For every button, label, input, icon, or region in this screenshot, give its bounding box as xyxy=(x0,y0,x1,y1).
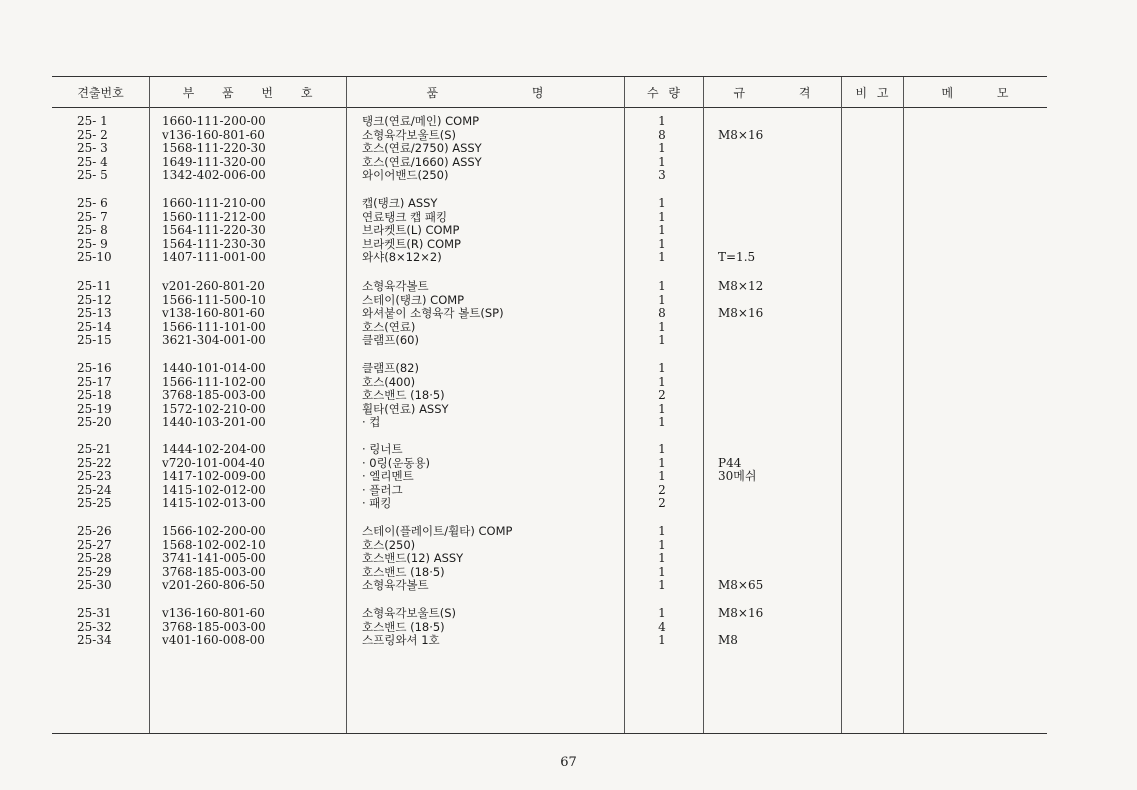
quantity: 1 xyxy=(658,606,666,620)
part-name: · 컵 xyxy=(362,415,381,429)
header-spec: 규 격 xyxy=(733,86,811,100)
table-row xyxy=(0,621,1137,635)
item-no: 25-21 xyxy=(77,442,112,456)
item-no: 25-34 xyxy=(77,633,112,647)
part-name: 호스밴드(12) ASSY xyxy=(362,551,464,565)
table-row xyxy=(0,470,1137,484)
quantity: 1 xyxy=(658,196,666,210)
parts-group xyxy=(0,607,1137,648)
header-memo: 메 모 xyxy=(941,86,1009,100)
spec: P44 xyxy=(718,455,742,470)
part-number: v201-260-801-20 xyxy=(162,279,265,293)
quantity: 2 xyxy=(658,482,666,497)
quantity: 1 xyxy=(658,333,666,347)
item-no: 25- 8 xyxy=(77,223,108,237)
quantity: 4 xyxy=(658,619,666,634)
part-name: 휠타(연료) ASSY xyxy=(362,401,449,416)
quantity: 1 xyxy=(658,415,666,429)
part-number: 1415-102-013-00 xyxy=(162,496,266,510)
item-no: 25-22 xyxy=(77,455,112,470)
part-number: 1566-102-200-00 xyxy=(162,524,266,538)
table-row xyxy=(0,416,1137,430)
part-number: 1572-102-210-00 xyxy=(162,401,266,416)
item-no: 25-32 xyxy=(77,619,112,634)
item-no: 25-29 xyxy=(77,564,112,579)
part-number: 1560-111-212-00 xyxy=(162,209,266,224)
table-row xyxy=(0,156,1137,170)
part-name: 캡(탱크) ASSY xyxy=(362,196,438,210)
item-no: 25-12 xyxy=(77,292,112,307)
spec: M8×65 xyxy=(718,578,764,592)
part-number: 1649-111-320-00 xyxy=(162,154,266,169)
table-row xyxy=(0,634,1137,648)
quantity: 2 xyxy=(658,388,666,402)
item-no: 25-30 xyxy=(77,578,112,592)
part-name: 소형육각볼트 xyxy=(362,279,429,293)
part-number: v201-260-806-50 xyxy=(162,578,265,592)
header-no: 견출번호 xyxy=(77,86,124,100)
part-name: · 엘리멘트 xyxy=(362,469,414,483)
table-row xyxy=(0,579,1137,593)
item-no: 25-11 xyxy=(77,279,112,293)
part-name: 연료탱크 캡 패킹 xyxy=(362,209,448,224)
part-number: 1566-111-102-00 xyxy=(162,374,266,389)
spec: M8×16 xyxy=(718,306,764,320)
header-qty: 수 량 xyxy=(647,86,680,100)
quantity: 1 xyxy=(658,250,666,264)
quantity: 1 xyxy=(658,564,666,579)
spec: M8×16 xyxy=(718,127,764,142)
part-name: · 0링(운동용) xyxy=(362,455,431,470)
part-name: 소형육각볼트 xyxy=(362,578,429,592)
part-name: 와셔붙이 소형육각 볼트(SP) xyxy=(362,306,504,320)
quantity: 1 xyxy=(658,154,666,169)
quantity: 1 xyxy=(658,455,666,470)
table-row xyxy=(0,211,1137,225)
item-no: 25-26 xyxy=(77,524,112,538)
quantity: 8 xyxy=(658,306,666,320)
part-name: 클램프(60) xyxy=(362,333,419,347)
part-number: v136-160-801-60 xyxy=(162,127,265,142)
table-row xyxy=(0,321,1137,335)
item-no: 25-27 xyxy=(77,537,112,552)
item-no: 25-24 xyxy=(77,482,112,497)
quantity: 1 xyxy=(658,442,666,456)
quantity: 1 xyxy=(658,141,666,155)
item-no: 25-23 xyxy=(77,469,112,483)
table-row xyxy=(0,525,1137,539)
part-name: 브라켓트(L) COMP xyxy=(362,223,460,237)
table-row xyxy=(0,169,1137,183)
table-row xyxy=(0,497,1137,511)
table-row xyxy=(0,552,1137,566)
quantity: 1 xyxy=(658,223,666,237)
table-row xyxy=(0,142,1137,156)
part-name: 스테이(탱크) COMP xyxy=(362,292,465,307)
quantity: 3 xyxy=(658,168,666,182)
quantity: 1 xyxy=(658,279,666,293)
item-no: 25- 5 xyxy=(77,168,108,182)
quantity: 1 xyxy=(658,401,666,416)
table-row xyxy=(0,307,1137,321)
header-remark: 비 고 xyxy=(855,86,889,100)
part-number: 3768-185-003-00 xyxy=(162,564,266,579)
part-name: · 플러그 xyxy=(362,482,403,497)
part-number: 1564-111-220-30 xyxy=(162,223,266,237)
item-no: 25- 1 xyxy=(77,114,108,128)
table-row xyxy=(0,389,1137,403)
item-no: 25-13 xyxy=(77,306,112,320)
part-number: 1440-103-201-00 xyxy=(162,415,266,429)
part-name: 탱크(연료/메인) COMP xyxy=(362,114,480,128)
part-number: 1568-102-002-10 xyxy=(162,537,266,552)
part-number: 1444-102-204-00 xyxy=(162,442,266,456)
item-no: 25- 4 xyxy=(77,154,108,169)
part-number: 1660-111-210-00 xyxy=(162,196,266,210)
part-name: · 링너트 xyxy=(362,442,403,456)
quantity: 1 xyxy=(658,578,666,592)
part-name: 호스(400) xyxy=(362,374,416,389)
quantity: 1 xyxy=(658,114,666,128)
table-row xyxy=(0,334,1137,348)
part-number: 1440-101-014-00 xyxy=(162,361,266,375)
part-name: 소형육각보울트(S) xyxy=(362,127,457,142)
quantity: 1 xyxy=(658,524,666,538)
part-name: 와이어밴드(250) xyxy=(362,168,449,182)
part-name: 스프링와셔 1호 xyxy=(362,633,440,647)
part-number: v138-160-801-60 xyxy=(162,306,265,320)
part-name: 클램프(82) xyxy=(362,361,419,375)
parts-group xyxy=(0,115,1137,183)
part-number: 3741-141-005-00 xyxy=(162,551,266,565)
table-row xyxy=(0,403,1137,417)
parts-group xyxy=(0,525,1137,593)
part-name: 호스(연료) xyxy=(362,319,416,334)
part-number: 1407-111-001-00 xyxy=(162,250,266,264)
part-name: 호스(250) xyxy=(362,537,416,552)
table-row xyxy=(0,362,1137,376)
part-name: 와샤(8×12×2) xyxy=(362,250,442,264)
item-no: 25- 2 xyxy=(77,127,108,142)
table-row xyxy=(0,115,1137,129)
table-bottom-rule xyxy=(52,733,1047,734)
part-name: 소형육각보울트(S) xyxy=(362,606,457,620)
quantity: 1 xyxy=(658,633,666,647)
table-top-rule xyxy=(52,76,1047,77)
parts-group xyxy=(0,443,1137,511)
part-number: 1566-111-500-10 xyxy=(162,292,266,307)
part-name: 호스(연료/1660) ASSY xyxy=(362,154,482,169)
item-no: 25-25 xyxy=(77,496,112,510)
table-row xyxy=(0,457,1137,471)
part-name: · 패킹 xyxy=(362,496,392,510)
item-no: 25-18 xyxy=(77,388,112,402)
part-number: 1566-111-101-00 xyxy=(162,319,266,334)
table-row xyxy=(0,251,1137,265)
item-no: 25- 3 xyxy=(77,141,108,155)
part-number: 1660-111-200-00 xyxy=(162,114,266,128)
table-row xyxy=(0,294,1137,308)
table-row xyxy=(0,238,1137,252)
part-number: v401-160-008-00 xyxy=(162,633,265,647)
parts-group xyxy=(0,280,1137,348)
spec: 30메쉬 xyxy=(718,469,757,483)
part-number: 3621-304-001-00 xyxy=(162,333,266,347)
table-row xyxy=(0,280,1137,294)
item-no: 25-17 xyxy=(77,374,112,389)
quantity: 1 xyxy=(658,361,666,375)
item-no: 25-31 xyxy=(77,606,112,620)
part-number: 3768-185-003-00 xyxy=(162,388,266,402)
table-row xyxy=(0,539,1137,553)
parts-group xyxy=(0,197,1137,265)
table-row xyxy=(0,224,1137,238)
part-name: 호스밴드 (18·5) xyxy=(362,564,445,579)
quantity: 8 xyxy=(658,127,666,142)
item-no: 25- 7 xyxy=(77,209,108,224)
table-row xyxy=(0,376,1137,390)
quantity: 2 xyxy=(658,496,666,510)
item-no: 25- 6 xyxy=(77,196,108,210)
spec: M8 xyxy=(718,633,738,647)
item-no: 25-28 xyxy=(77,551,112,565)
quantity: 1 xyxy=(658,209,666,224)
spec: T=1.5 xyxy=(718,250,756,264)
header-name: 품 명 xyxy=(426,86,544,100)
table-row xyxy=(0,443,1137,457)
spec: M8×16 xyxy=(718,606,764,620)
part-number: v136-160-801-60 xyxy=(162,606,265,620)
part-number: v720-101-004-40 xyxy=(162,455,265,470)
quantity: 1 xyxy=(658,292,666,307)
item-no: 25-15 xyxy=(77,333,112,347)
item-no: 25-20 xyxy=(77,415,112,429)
part-number: 1342-402-006-00 xyxy=(162,168,266,182)
part-name: 호스(연료/2750) ASSY xyxy=(362,141,482,155)
item-no: 25-14 xyxy=(77,319,112,334)
part-name: 호스밴드 (18·5) xyxy=(362,388,445,402)
part-name: 브라켓트(R) COMP xyxy=(362,236,461,251)
quantity: 1 xyxy=(658,537,666,552)
quantity: 1 xyxy=(658,469,666,483)
spec: M8×12 xyxy=(718,279,764,293)
part-number: 1568-111-220-30 xyxy=(162,141,266,155)
table-row xyxy=(0,566,1137,580)
part-number: 1564-111-230-30 xyxy=(162,236,266,251)
parts-group xyxy=(0,362,1137,430)
quantity: 1 xyxy=(658,374,666,389)
part-name: 호스밴드 (18·5) xyxy=(362,619,445,634)
table-row xyxy=(0,129,1137,143)
header-part-no: 부 품 번 호 xyxy=(182,86,313,100)
table-row xyxy=(0,607,1137,621)
part-name: 스테이(플레이트/휠타) COMP xyxy=(362,524,513,538)
quantity: 1 xyxy=(658,319,666,334)
table-row xyxy=(0,197,1137,211)
table-row xyxy=(0,484,1137,498)
quantity: 1 xyxy=(658,551,666,565)
part-number: 3768-185-003-00 xyxy=(162,619,266,634)
item-no: 25- 9 xyxy=(77,236,108,251)
item-no: 25-10 xyxy=(77,250,112,264)
part-number: 1417-102-009-00 xyxy=(162,469,266,483)
item-no: 25-19 xyxy=(77,401,112,416)
part-number: 1415-102-012-00 xyxy=(162,482,266,497)
quantity: 1 xyxy=(658,236,666,251)
header-bottom-rule xyxy=(52,107,1047,108)
page-number: 67 xyxy=(560,755,577,770)
item-no: 25-16 xyxy=(77,361,112,375)
